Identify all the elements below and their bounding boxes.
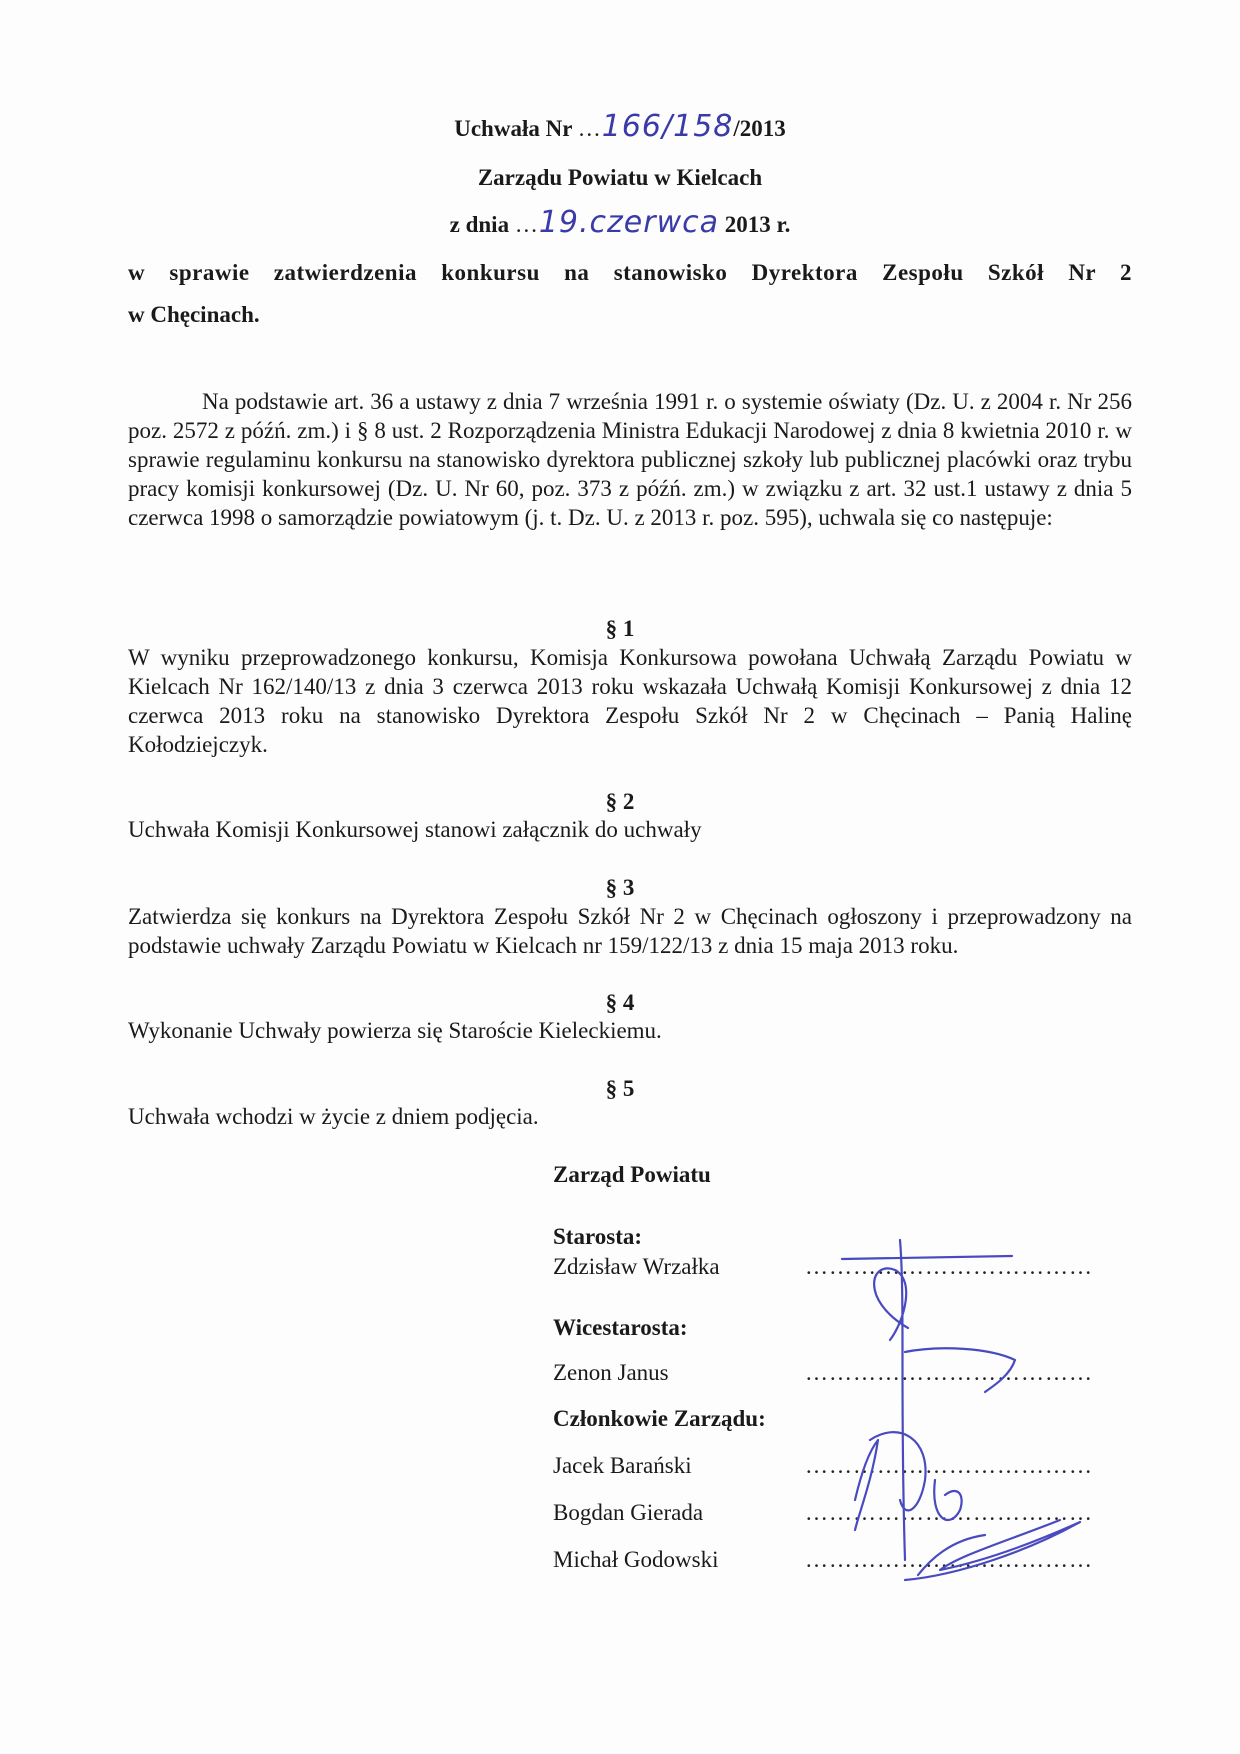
subject-line-1: w sprawie zatwierdzenia konkursu na stanowisko Dyrektora Zespołu Szkół Nr 2 bbox=[128, 260, 1132, 285]
issuer: Zarządu Powiatu w Kielcach bbox=[477, 165, 763, 190]
section-2-heading: § 2 bbox=[605, 789, 635, 814]
resolution-date: z dnia …19.czerwca 2013 r. bbox=[449, 205, 791, 240]
wicestarosta-name: Zenon Janus bbox=[553, 1360, 669, 1385]
section-1-heading: § 1 bbox=[605, 616, 635, 641]
section-5-text: Uchwała wchodzi w życie z dniem podjęcia. bbox=[128, 1104, 539, 1129]
title-year: /2013 bbox=[733, 116, 786, 141]
section-5-heading: § 5 bbox=[605, 1076, 635, 1101]
member-name-2: Bogdan Gierada bbox=[553, 1500, 704, 1525]
member-name-3: Michał Godowski bbox=[553, 1547, 719, 1572]
handwritten-resolution-number: 166/158 bbox=[601, 109, 734, 144]
preamble: Na podstawie art. 36 a ustawy z dnia 7 września 1991 r. o systemie oświaty (Dz. U. z 2004 r. Nr 256 poz. 2572 z późń. zm.) i § 8 ust. 2 Rozporządzenia Ministra Edukacji Narodowej z dnia 8 kwietnia 2010 r. w sprawie regulaminu konkursu na stanowisko dyrektora publicznej szkoły lub publicznej placówki oraz trybu pracy komisji konkursowej (Dz. U. Nr 60, poz. 373 z późń. zm.) w związku z art. 32 ust.1 ustawy z dnia 5 czerwca 1998 o samorządzie powiatowym (j. t. Dz. U. z 2013 r. poz. 595), uchwala się co następuje: bbox=[128, 389, 1132, 530]
wicestarosta-label: Wicestarosta: bbox=[553, 1315, 688, 1340]
member-signature-line-1: ……………………………… bbox=[805, 1453, 1093, 1478]
section-3-heading: § 3 bbox=[605, 875, 635, 900]
section-4-heading: § 4 bbox=[605, 990, 635, 1015]
starosta-signature-line: ……………………………… bbox=[805, 1254, 1093, 1279]
date-suffix: 2013 r. bbox=[724, 212, 791, 237]
section-3-text: Zatwierdza się konkurs na Dyrektora Zespołu Szkół Nr 2 w Chęcinach ogłoszony i przeprowadzony na podstawie uchwały Zarządu Powiatu w Kielcach nr 159/122/13 z dnia 15 maja 2013 roku. bbox=[128, 904, 1132, 958]
title-prefix: Uchwała Nr bbox=[454, 116, 572, 141]
section-4-text: Wykonanie Uchwały powierza się Staroście Kieleckiemu. bbox=[128, 1018, 662, 1043]
starosta-label: Starosta: bbox=[553, 1224, 643, 1249]
members-label: Członkowie Zarządu: bbox=[553, 1406, 766, 1431]
member-signature-line-2: ……………………………… bbox=[805, 1500, 1093, 1525]
resolution-title bbox=[0, 109, 1240, 144]
title-number-dots: … bbox=[577, 116, 602, 141]
member-name-1: Jacek Barański bbox=[553, 1453, 692, 1478]
member-signature-line-3: ……………………………… bbox=[805, 1547, 1093, 1572]
section-2-text: Uchwała Komisji Konkursowej stanowi załącznik do uchwały bbox=[128, 817, 702, 842]
wicestarosta-signature-line: ……………………………… bbox=[805, 1360, 1093, 1385]
subject-line-2: w Chęcinach. bbox=[128, 302, 260, 327]
section-1-text: W wyniku przeprowadzonego konkursu, Komisja Konkursowa powołana Uchwałą Zarządu Powiatu w Kielcach Nr 162/140/13 z dnia 3 czerwca 2013 roku wskazała Uchwałą Komisji Konkursowej z dnia 12 czerwca 2013 roku na stanowisko Dyrektora Zespołu Szkół Nr 2 w Chęcinach – Panią Halinę Kołodziejczyk. bbox=[128, 645, 1132, 757]
board-title: Zarząd Powiatu bbox=[553, 1162, 711, 1187]
handwritten-date: 19.czerwca bbox=[538, 205, 719, 240]
starosta-name: Zdzisław Wrzałka bbox=[553, 1254, 720, 1279]
date-prefix: z dnia bbox=[449, 212, 510, 237]
